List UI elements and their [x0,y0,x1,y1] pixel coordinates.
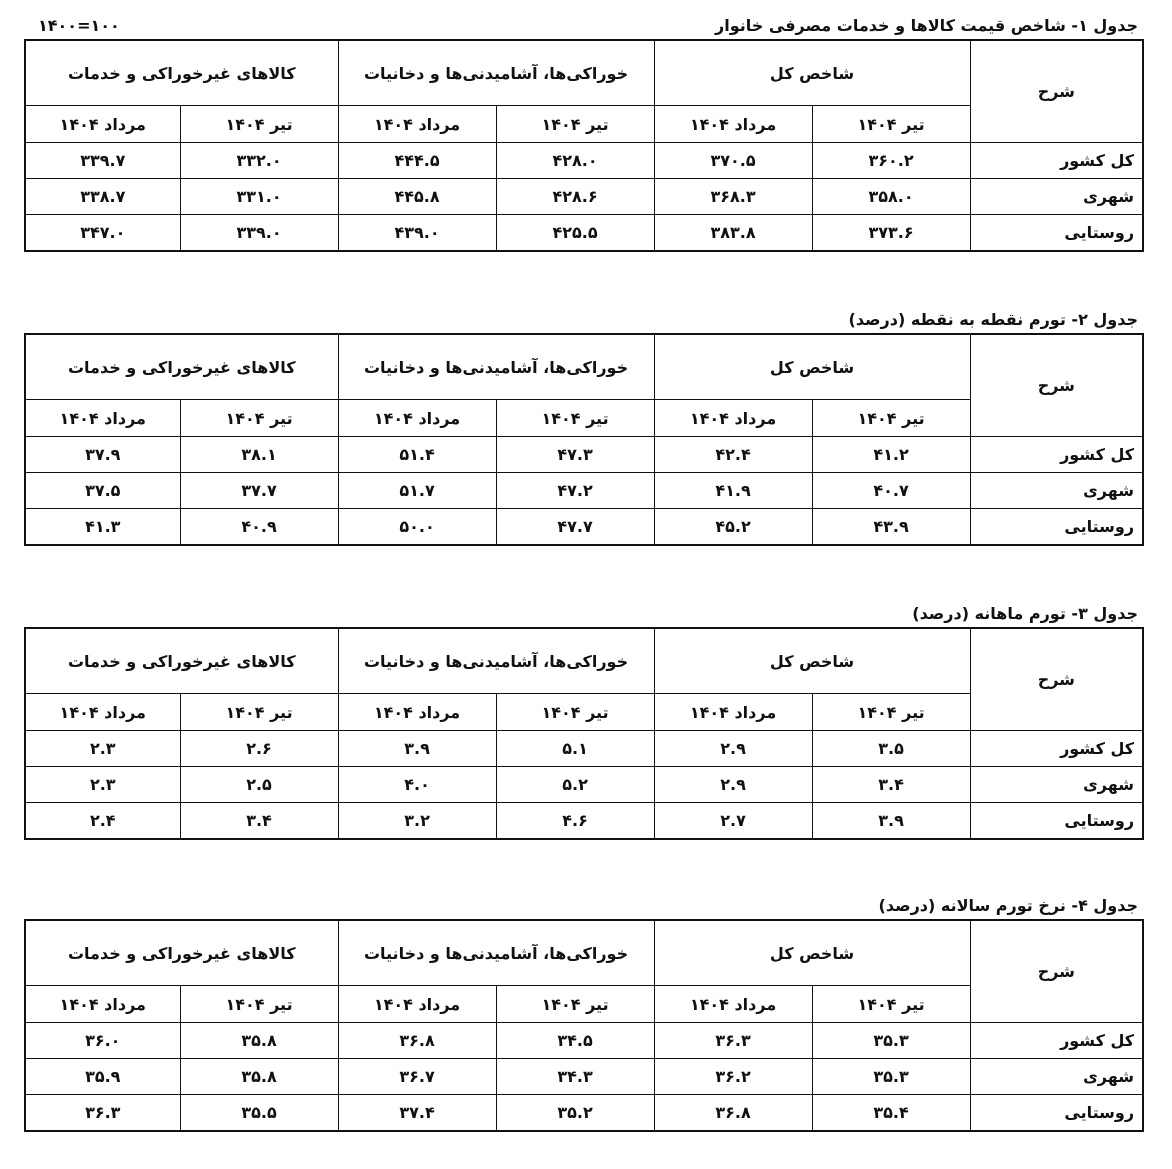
month-header: تیر ۱۴۰۴ [812,986,970,1023]
row-label: شهری [970,473,1143,509]
value-cell: ۳۳۸.۷ [25,179,180,215]
row-label: شهری [970,767,1143,803]
group-header: کالاهای غیرخوراکی و خدمات [25,920,338,986]
description-header: شرح [970,40,1143,143]
table-block-3 [24,601,1142,840]
value-cell: ۴.۶ [496,803,654,840]
value-cell: ۴.۰ [338,767,496,803]
row-label: روستایی [970,509,1143,546]
month-header: تیر ۱۴۰۴ [496,106,654,143]
row-label: روستایی [970,1095,1143,1132]
group-header-row [25,920,1143,986]
month-header: مرداد ۱۴۰۴ [338,986,496,1023]
table-block-1 [24,13,1142,252]
value-cell: ۲.۳ [25,767,180,803]
table-row [25,473,1143,509]
value-cell: ۳۶.۷ [338,1059,496,1095]
month-header: تیر ۱۴۰۴ [812,694,970,731]
value-cell: ۵۰.۰ [338,509,496,546]
row-label: شهری [970,179,1143,215]
value-cell: ۵.۱ [496,731,654,767]
value-cell: ۳۴.۳ [496,1059,654,1095]
table-row [25,1023,1143,1059]
value-cell: ۳۷.۵ [25,473,180,509]
value-cell: ۴۲.۴ [654,437,812,473]
value-cell: ۴۰.۹ [180,509,338,546]
base-year-note: ۱۰۰=۱۴۰۰ [38,16,120,35]
table-title: جدول ۲- تورم نقطه به نقطه (درصد) [848,310,1138,329]
row-label: کل کشور [970,731,1143,767]
value-cell: ۳۴۷.۰ [25,215,180,252]
value-cell: ۳۶۰.۲ [812,143,970,179]
value-cell: ۳۵.۹ [25,1059,180,1095]
value-cell: ۳.۹ [338,731,496,767]
table-row [25,179,1143,215]
row-label: شهری [970,1059,1143,1095]
month-header: مرداد ۱۴۰۴ [654,694,812,731]
table-title: جدول ۱- شاخص قیمت کالاها و خدمات مصرفی خانوار [715,16,1138,35]
group-header: شاخص کل [654,628,970,694]
value-cell: ۳۴.۵ [496,1023,654,1059]
group-header-row [25,334,1143,400]
data-table [24,919,1144,1132]
value-cell: ۴۰.۷ [812,473,970,509]
value-cell: ۴۴۴.۵ [338,143,496,179]
table-row [25,1059,1143,1095]
group-header: شاخص کل [654,40,970,106]
table-row [25,731,1143,767]
value-cell: ۴۳۹.۰ [338,215,496,252]
month-header: مرداد ۱۴۰۴ [654,106,812,143]
group-header: شاخص کل [654,334,970,400]
month-header: تیر ۱۴۰۴ [180,694,338,731]
month-header: مرداد ۱۴۰۴ [25,400,180,437]
value-cell: ۳۳۲.۰ [180,143,338,179]
month-header: مرداد ۱۴۰۴ [338,106,496,143]
value-cell: ۲.۴ [25,803,180,840]
value-cell: ۳۸۳.۸ [654,215,812,252]
month-header: مرداد ۱۴۰۴ [338,400,496,437]
month-header: تیر ۱۴۰۴ [496,694,654,731]
value-cell: ۳۶.۳ [654,1023,812,1059]
value-cell: ۳۷.۷ [180,473,338,509]
month-header: مرداد ۱۴۰۴ [654,986,812,1023]
value-cell: ۲.۵ [180,767,338,803]
month-header: تیر ۱۴۰۴ [180,986,338,1023]
value-cell: ۳.۲ [338,803,496,840]
value-cell: ۲.۹ [654,767,812,803]
table-row [25,143,1143,179]
month-header: تیر ۱۴۰۴ [180,400,338,437]
group-header-row [25,40,1143,106]
value-cell: ۳۶.۸ [654,1095,812,1132]
table-row [25,437,1143,473]
description-header: شرح [970,920,1143,1023]
data-table [24,627,1144,840]
month-header: مرداد ۱۴۰۴ [25,986,180,1023]
value-cell: ۳۵.۸ [180,1059,338,1095]
group-header: کالاهای غیرخوراکی و خدمات [25,628,338,694]
value-cell: ۴۳.۹ [812,509,970,546]
value-cell: ۲.۳ [25,731,180,767]
value-cell: ۳۵.۳ [812,1059,970,1095]
value-cell: ۴۴۵.۸ [338,179,496,215]
group-header: خوراکی‌ها، آشامیدنی‌ها و دخانیات [338,628,654,694]
month-header: مرداد ۱۴۰۴ [338,694,496,731]
data-table [24,333,1144,546]
value-cell: ۴۷.۲ [496,473,654,509]
value-cell: ۴۱.۳ [25,509,180,546]
value-cell: ۳۷۰.۵ [654,143,812,179]
value-cell: ۳۵۸.۰ [812,179,970,215]
value-cell: ۳۳۱.۰ [180,179,338,215]
value-cell: ۳۶.۰ [25,1023,180,1059]
table-block-4 [24,893,1142,1132]
group-header: شاخص کل [654,920,970,986]
row-label: روستایی [970,215,1143,252]
value-cell: ۴۷.۷ [496,509,654,546]
value-cell: ۳۶.۸ [338,1023,496,1059]
month-header: تیر ۱۴۰۴ [812,106,970,143]
group-header: خوراکی‌ها، آشامیدنی‌ها و دخانیات [338,334,654,400]
description-header: شرح [970,628,1143,731]
table-title: جدول ۳- تورم ماهانه (درصد) [912,604,1138,623]
month-header: تیر ۱۴۰۴ [180,106,338,143]
group-header: کالاهای غیرخوراکی و خدمات [25,40,338,106]
value-cell: ۳۵.۲ [496,1095,654,1132]
month-header: مرداد ۱۴۰۴ [25,106,180,143]
value-cell: ۵۱.۴ [338,437,496,473]
row-label: روستایی [970,803,1143,840]
value-cell: ۴۷.۳ [496,437,654,473]
value-cell: ۴۲۸.۰ [496,143,654,179]
value-cell: ۲.۷ [654,803,812,840]
month-header: مرداد ۱۴۰۴ [654,400,812,437]
table-title: جدول ۴- نرخ تورم سالانه (درصد) [878,896,1138,915]
value-cell: ۳.۴ [180,803,338,840]
value-cell: ۴۱.۲ [812,437,970,473]
value-cell: ۳۵.۴ [812,1095,970,1132]
value-cell: ۳.۹ [812,803,970,840]
value-cell: ۳۶۸.۳ [654,179,812,215]
table-row [25,803,1143,840]
table-block-2 [24,307,1142,546]
row-label: کل کشور [970,437,1143,473]
value-cell: ۴۵.۲ [654,509,812,546]
month-header: تیر ۱۴۰۴ [496,400,654,437]
row-label: کل کشور [970,1023,1143,1059]
value-cell: ۴۱.۹ [654,473,812,509]
value-cell: ۳۵.۸ [180,1023,338,1059]
month-header: مرداد ۱۴۰۴ [25,694,180,731]
group-header: کالاهای غیرخوراکی و خدمات [25,334,338,400]
value-cell: ۴۲۵.۵ [496,215,654,252]
value-cell: ۳۵.۵ [180,1095,338,1132]
group-header: خوراکی‌ها، آشامیدنی‌ها و دخانیات [338,40,654,106]
description-header: شرح [970,334,1143,437]
value-cell: ۳۷.۹ [25,437,180,473]
value-cell: ۳۸.۱ [180,437,338,473]
value-cell: ۴۲۸.۶ [496,179,654,215]
value-cell: ۵.۲ [496,767,654,803]
month-header: تیر ۱۴۰۴ [496,986,654,1023]
data-table [24,39,1144,252]
group-header: خوراکی‌ها، آشامیدنی‌ها و دخانیات [338,920,654,986]
value-cell: ۲.۶ [180,731,338,767]
value-cell: ۵۱.۷ [338,473,496,509]
table-row [25,509,1143,546]
value-cell: ۳۷.۴ [338,1095,496,1132]
table-row [25,215,1143,252]
table-row [25,1095,1143,1132]
value-cell: ۳.۴ [812,767,970,803]
value-cell: ۳۵.۳ [812,1023,970,1059]
value-cell: ۳۳۹.۷ [25,143,180,179]
table-row [25,767,1143,803]
row-label: کل کشور [970,143,1143,179]
value-cell: ۳۶.۳ [25,1095,180,1132]
group-header-row [25,628,1143,694]
month-header: تیر ۱۴۰۴ [812,400,970,437]
value-cell: ۳۶.۲ [654,1059,812,1095]
value-cell: ۳۷۳.۶ [812,215,970,252]
value-cell: ۳.۵ [812,731,970,767]
value-cell: ۲.۹ [654,731,812,767]
value-cell: ۳۳۹.۰ [180,215,338,252]
